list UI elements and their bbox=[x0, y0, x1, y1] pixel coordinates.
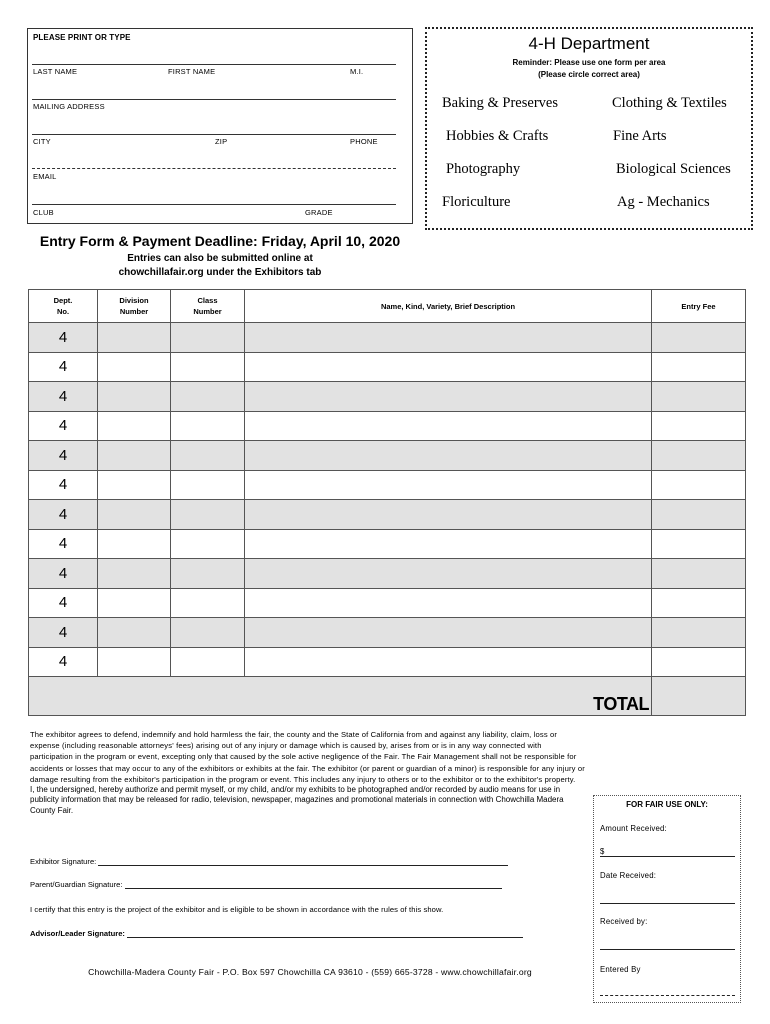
division-number-header bbox=[98, 290, 171, 323]
exhibitor-signature-label: Exhibitor Signature: bbox=[30, 857, 97, 866]
fee-cell[interactable] bbox=[652, 352, 746, 382]
dept-cell: 4 bbox=[29, 559, 98, 589]
dept-cell: 4 bbox=[29, 411, 98, 441]
dept-cell: 4 bbox=[29, 323, 98, 353]
department-title: 4-H Department bbox=[528, 34, 650, 53]
dept-no-header bbox=[29, 290, 98, 323]
grade-label: GRADE bbox=[305, 208, 333, 217]
name-line[interactable] bbox=[32, 64, 396, 65]
dollar-sign: $ bbox=[600, 847, 605, 856]
total-label-cell bbox=[29, 677, 652, 716]
exhibitor-signature bbox=[30, 857, 508, 866]
parent-signature bbox=[30, 880, 502, 889]
table-row bbox=[29, 588, 746, 618]
amount-received-line[interactable] bbox=[600, 856, 735, 857]
fair-use-box bbox=[593, 795, 741, 1003]
fee-cell[interactable] bbox=[652, 529, 746, 559]
department-box bbox=[425, 27, 753, 230]
dept-cell: 4 bbox=[29, 441, 98, 471]
division-cell[interactable] bbox=[98, 470, 171, 500]
class-cell[interactable] bbox=[171, 411, 245, 441]
reminder-line-1: Reminder: Please use one form per area bbox=[512, 58, 666, 67]
division-cell[interactable] bbox=[98, 411, 171, 441]
fee-cell[interactable] bbox=[652, 323, 746, 353]
area-option[interactable]: Biological Sciences bbox=[616, 161, 731, 177]
dept-cell: 4 bbox=[29, 618, 98, 648]
dept-cell: 4 bbox=[29, 352, 98, 382]
description-cell[interactable] bbox=[245, 382, 652, 412]
fee-cell[interactable] bbox=[652, 588, 746, 618]
table-row bbox=[29, 382, 746, 412]
date-received-label: Date Received: bbox=[600, 871, 657, 880]
city-label: CITY bbox=[33, 137, 51, 146]
photo-release-clause: I, the undersigned, hereby authorize and permit myself, or my child, and/or my exhibits to be photographed and/or recorded by audio means for use in publicity information that may be released for radio, television, newspaper, magazines and promotional materials in connection with Chowchilla Madera County Fair. bbox=[30, 785, 564, 815]
total-label: TOTAL bbox=[593, 694, 649, 714]
division-cell[interactable] bbox=[98, 647, 171, 677]
total-amount-cell[interactable] bbox=[652, 677, 746, 716]
class-cell[interactable] bbox=[171, 618, 245, 648]
entry-fee-header: Entry Fee bbox=[652, 290, 746, 323]
class-number-header bbox=[171, 290, 245, 323]
dept-cell: 4 bbox=[29, 500, 98, 530]
area-option[interactable]: Floriculture bbox=[442, 194, 511, 210]
area-option[interactable]: Baking & Preserves bbox=[442, 95, 558, 111]
table-row bbox=[29, 618, 746, 648]
received-by-line[interactable] bbox=[600, 949, 735, 950]
total-row bbox=[29, 677, 746, 716]
area-option[interactable]: Hobbies & Crafts bbox=[446, 128, 549, 144]
print-instruction: PLEASE PRINT OR TYPE bbox=[33, 33, 131, 42]
description-cell[interactable] bbox=[245, 411, 652, 441]
class-cell[interactable] bbox=[171, 529, 245, 559]
amount-received-label: Amount Received: bbox=[600, 824, 667, 833]
received-by-label: Received by: bbox=[600, 917, 648, 926]
description-cell[interactable] bbox=[245, 470, 652, 500]
division-cell[interactable] bbox=[98, 529, 171, 559]
indemnification-clause: The exhibitor agrees to defend, indemnify and hold harmless the fair, the county and the State of California from and against any liability, claim, loss or expense (including reasonable attorneys' fees) arising out of any injury or damage which is caused by, arises from or is in any way connected with participation in the program or event, excepting only that caused by the sole active negligence of the Fair. The Fair Management shall not be responsible for accidents or losses that may occur to any of the exhibitors or exhibits at the fair. The exhibitor (or parent or guardian of a minor) is responsible for any injury or damage resulting from the exhibitor's participation in the program or event. This includes any injury to others or to the exhibitor or to the exhibitor's property. bbox=[30, 730, 585, 784]
reminder-line-2: (Please circle correct area) bbox=[538, 70, 640, 79]
class-cell[interactable] bbox=[171, 588, 245, 618]
parent-signature-label: Parent/Guardian Signature: bbox=[30, 880, 123, 889]
table-row bbox=[29, 647, 746, 677]
dept-cell: 4 bbox=[29, 588, 98, 618]
table-row bbox=[29, 529, 746, 559]
fee-cell[interactable] bbox=[652, 647, 746, 677]
fair-use-title: FOR FAIR USE ONLY: bbox=[626, 800, 708, 809]
fee-cell[interactable] bbox=[652, 441, 746, 471]
area-option[interactable]: Photography bbox=[446, 161, 521, 177]
fee-cell[interactable] bbox=[652, 500, 746, 530]
fee-cell[interactable] bbox=[652, 411, 746, 441]
entered-by-label: Entered By bbox=[600, 965, 641, 974]
division-cell[interactable] bbox=[98, 382, 171, 412]
dept-cell: 4 bbox=[29, 382, 98, 412]
email-line[interactable] bbox=[32, 168, 396, 169]
dept-cell: 4 bbox=[29, 647, 98, 677]
class-cell[interactable] bbox=[171, 441, 245, 471]
entry-table bbox=[28, 289, 746, 716]
online-note-line-1: Entries can also be submitted online at bbox=[127, 253, 313, 264]
description-cell[interactable] bbox=[245, 647, 652, 677]
division-cell[interactable] bbox=[98, 588, 171, 618]
table-row bbox=[29, 411, 746, 441]
class-cell[interactable] bbox=[171, 500, 245, 530]
fee-cell[interactable] bbox=[652, 559, 746, 589]
table-row bbox=[29, 323, 746, 353]
dept-cell: 4 bbox=[29, 470, 98, 500]
date-received-line[interactable] bbox=[600, 903, 735, 904]
entered-by-line[interactable] bbox=[600, 995, 735, 996]
certify-statement: I certify that this entry is the project of the exhibitor and is eligible to be shown in accordance with the rules of this show. bbox=[30, 905, 444, 914]
fee-cell[interactable] bbox=[652, 618, 746, 648]
exhibitor-signature-line[interactable] bbox=[98, 857, 508, 866]
table-row bbox=[29, 352, 746, 382]
online-note bbox=[30, 252, 410, 280]
class-cell[interactable] bbox=[171, 382, 245, 412]
zip-label: ZIP bbox=[215, 137, 228, 146]
table-row bbox=[29, 470, 746, 500]
class-cell[interactable] bbox=[171, 352, 245, 382]
advisor-signature-label: Advisor/Leader Signature: bbox=[30, 929, 125, 938]
online-note-line-2: chowchillafair.org under the Exhibitors tab bbox=[118, 267, 322, 278]
class-cell[interactable] bbox=[171, 559, 245, 589]
division-cell[interactable] bbox=[98, 500, 171, 530]
description-cell[interactable] bbox=[245, 323, 652, 353]
advisor-signature bbox=[30, 929, 523, 938]
header-text: Number bbox=[119, 307, 149, 316]
description-cell[interactable] bbox=[245, 559, 652, 589]
division-cell[interactable] bbox=[98, 323, 171, 353]
footer-address: Chowchilla-Madera County Fair - P.O. Box 597 Chowchilla CA 93610 - (559) 665-3728 - www.chowchillafair.org bbox=[88, 967, 532, 977]
area-option[interactable]: Clothing & Textiles bbox=[612, 95, 727, 111]
department-reminder bbox=[427, 57, 751, 81]
division-cell[interactable] bbox=[98, 618, 171, 648]
dept-cell: 4 bbox=[29, 529, 98, 559]
email-label: EMAIL bbox=[33, 172, 57, 181]
deadline-heading: Entry Form & Payment Deadline: Friday, April 10, 2020 bbox=[39, 233, 401, 249]
header-text: Class bbox=[197, 296, 218, 305]
description-cell[interactable] bbox=[245, 529, 652, 559]
description-header: Name, Kind, Variety, Brief Description bbox=[245, 290, 652, 323]
area-option[interactable]: Fine Arts bbox=[613, 128, 667, 144]
mailing-address-label: MAILING ADDRESS bbox=[33, 102, 105, 111]
class-cell[interactable] bbox=[171, 323, 245, 353]
description-cell[interactable] bbox=[245, 352, 652, 382]
header-text: Number bbox=[193, 307, 222, 316]
parent-signature-line[interactable] bbox=[125, 880, 502, 889]
description-cell[interactable] bbox=[245, 588, 652, 618]
last-name-label: LAST NAME bbox=[33, 67, 78, 76]
table-row bbox=[29, 559, 746, 589]
fee-cell[interactable] bbox=[652, 382, 746, 412]
header-text: Dept. bbox=[53, 296, 73, 305]
division-cell[interactable] bbox=[98, 559, 171, 589]
phone-label: PHONE bbox=[350, 137, 378, 146]
middle-initial-label: M.I. bbox=[350, 67, 364, 76]
class-cell[interactable] bbox=[171, 647, 245, 677]
area-option[interactable]: Ag - Mechanics bbox=[617, 194, 710, 210]
address-line[interactable] bbox=[32, 99, 396, 100]
header-text: No. bbox=[56, 307, 70, 316]
header-text: Division bbox=[119, 296, 149, 305]
club-line[interactable] bbox=[32, 204, 396, 205]
club-label: CLUB bbox=[33, 208, 54, 217]
legal-text bbox=[30, 729, 585, 816]
table-row bbox=[29, 441, 746, 471]
class-cell[interactable] bbox=[171, 470, 245, 500]
contact-info-box bbox=[27, 28, 413, 224]
description-cell[interactable] bbox=[245, 618, 652, 648]
advisor-signature-line[interactable] bbox=[127, 929, 523, 938]
table-row bbox=[29, 500, 746, 530]
city-line[interactable] bbox=[32, 134, 396, 135]
table-header-row bbox=[29, 290, 746, 323]
first-name-label: FIRST NAME bbox=[168, 67, 216, 76]
division-cell[interactable] bbox=[98, 352, 171, 382]
description-cell[interactable] bbox=[245, 500, 652, 530]
fee-cell[interactable] bbox=[652, 470, 746, 500]
division-cell[interactable] bbox=[98, 441, 171, 471]
description-cell[interactable] bbox=[245, 441, 652, 471]
